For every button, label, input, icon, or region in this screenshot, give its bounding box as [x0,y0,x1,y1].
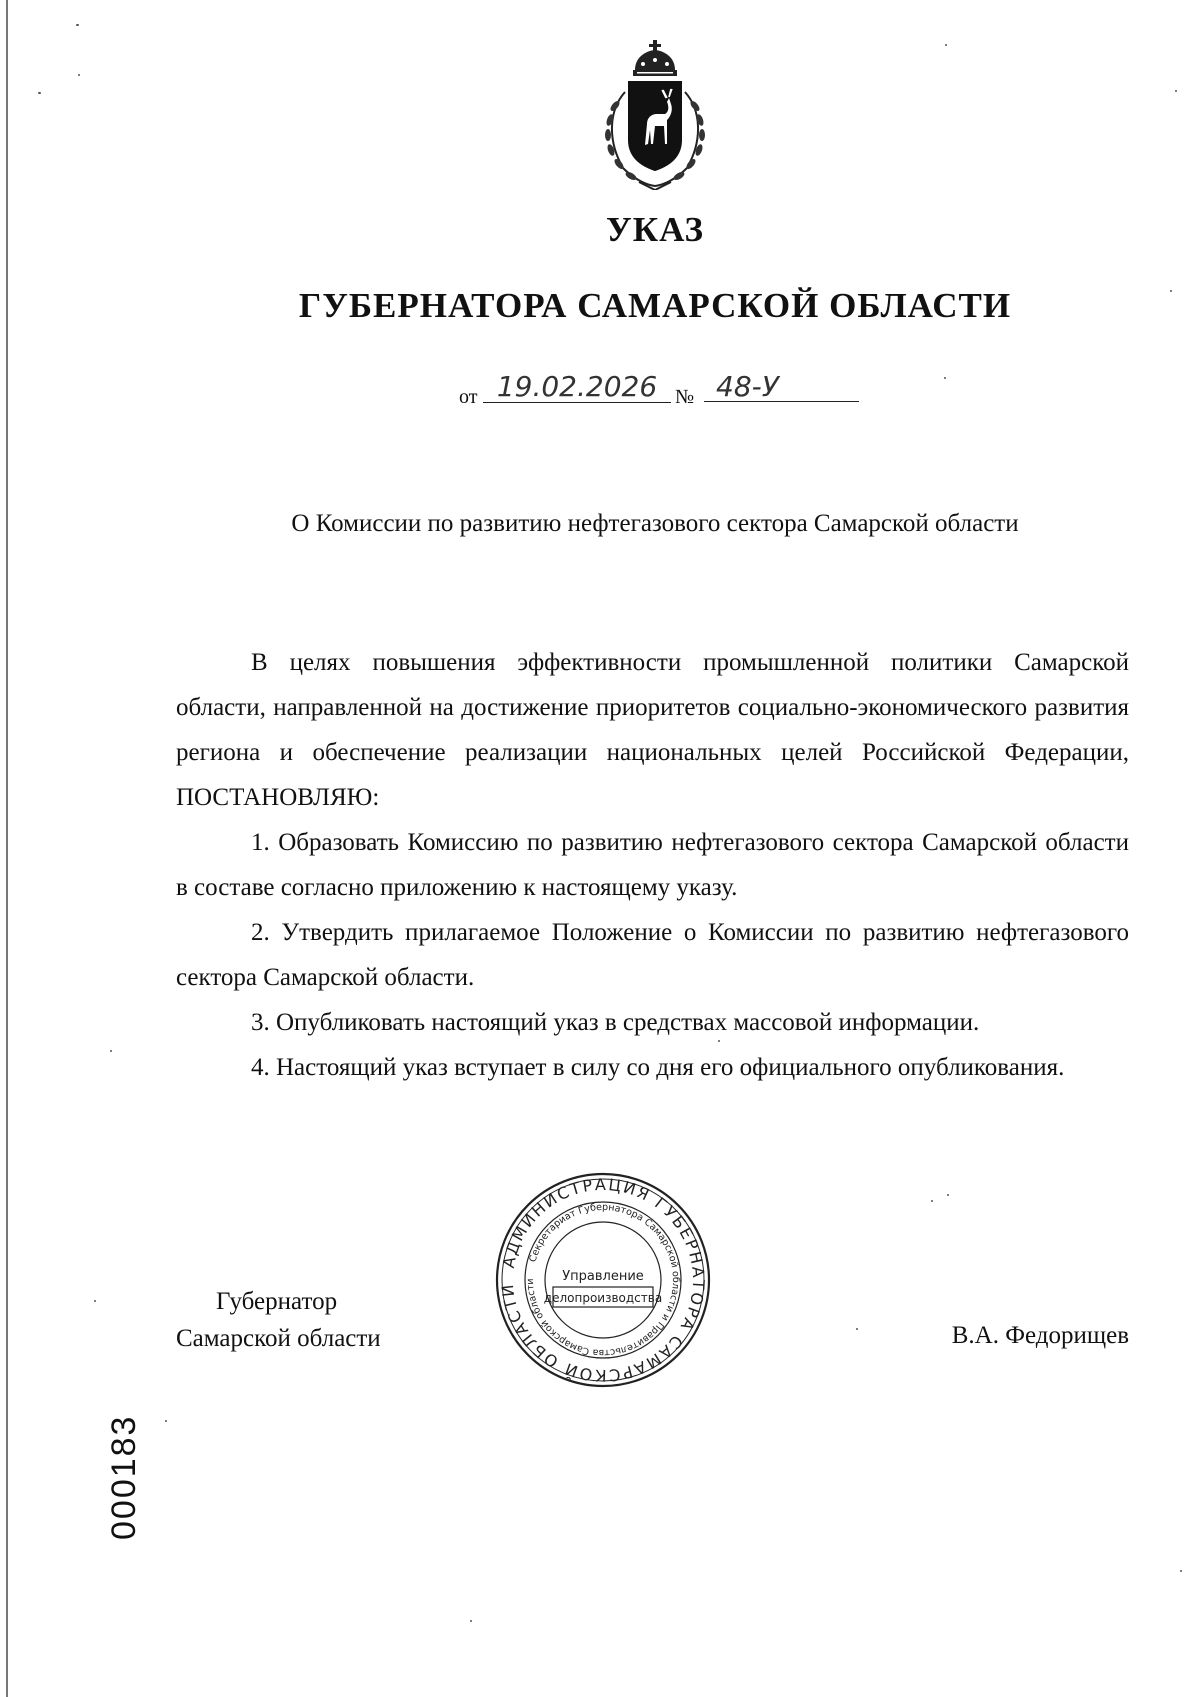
left-margin-line [6,0,8,1697]
stamp-middle-text: Секретариат Губернатора Самарской области и Правительства Самарской области [524,1201,682,1359]
scan-speck [38,92,41,94]
number-prefix: № [675,386,695,408]
signer-position-line2: Самарской области [176,1325,381,1352]
scan-speck [110,1050,112,1052]
scan-speck [947,1194,949,1196]
signer-position-line1: Губернатор [216,1288,338,1315]
official-round-seal-icon [493,1170,713,1390]
date-prefix: от [459,386,478,408]
scan-speck [856,1328,858,1330]
stamp-center-line2: делопроизводства [543,1291,663,1305]
clause-2-paragraph: 2. Утвердить прилагаемое Положение о Комиссии по развитию нефтегазового сектора Самарской области. [176,919,1129,991]
registration-number: 000183 [105,1414,143,1540]
scan-speck [944,377,946,379]
preamble-paragraph: В целях повышения эффективности промышленной политики Самарской области, направленной на достижение приоритетов социально-экономического развития региона и обеспечение реализации национальных целей Российской Федерации, ПОСТАНОВЛЯЮ: [176,649,1129,811]
stamp-outer-text: АДМИНИСТРАЦИЯ ГУБЕРНАТОРА САМАРСКОЙ ОБЛАСТИ [497,1174,709,1386]
clause-3-paragraph: 3. Опубликовать настоящий указ в средствах массовой информации. [251,1009,980,1036]
scan-speck [945,44,947,46]
scan-speck [165,1420,167,1422]
signer-name: В.А. Федорищев [951,1322,1129,1349]
scan-speck [78,74,80,76]
scan-speck [931,1200,933,1202]
stamp-center-line1: Управление [562,1269,644,1284]
clause-1-paragraph: 1. Образовать Комиссию по развитию нефтегазового сектора Самарской области в составе согласно приложению к настоящему указу. [176,829,1129,901]
scan-speck [94,1300,96,1302]
scan-speck [1180,1570,1182,1572]
scan-speck [470,1620,472,1622]
document-body [176,640,1129,1090]
document-subtitle: ГУБЕРНАТОРА САМАРСКОЙ ОБЛАСТИ [298,286,1012,325]
signer-position [176,1283,381,1357]
clause-4-paragraph: 4. Настоящий указ вступает в силу со дня его официального опубликования. [251,1054,1065,1081]
date-value: 19.02.2026 [483,372,671,403]
samara-coat-of-arms-icon [595,40,715,190]
document-title: УКАЗ [606,210,704,249]
scan-speck [1175,90,1177,92]
number-value: 48-У [704,372,859,402]
scan-speck [76,24,79,26]
document-subject: О Комиссии по развитию нефтегазового сектора Самарской области [291,510,1019,537]
